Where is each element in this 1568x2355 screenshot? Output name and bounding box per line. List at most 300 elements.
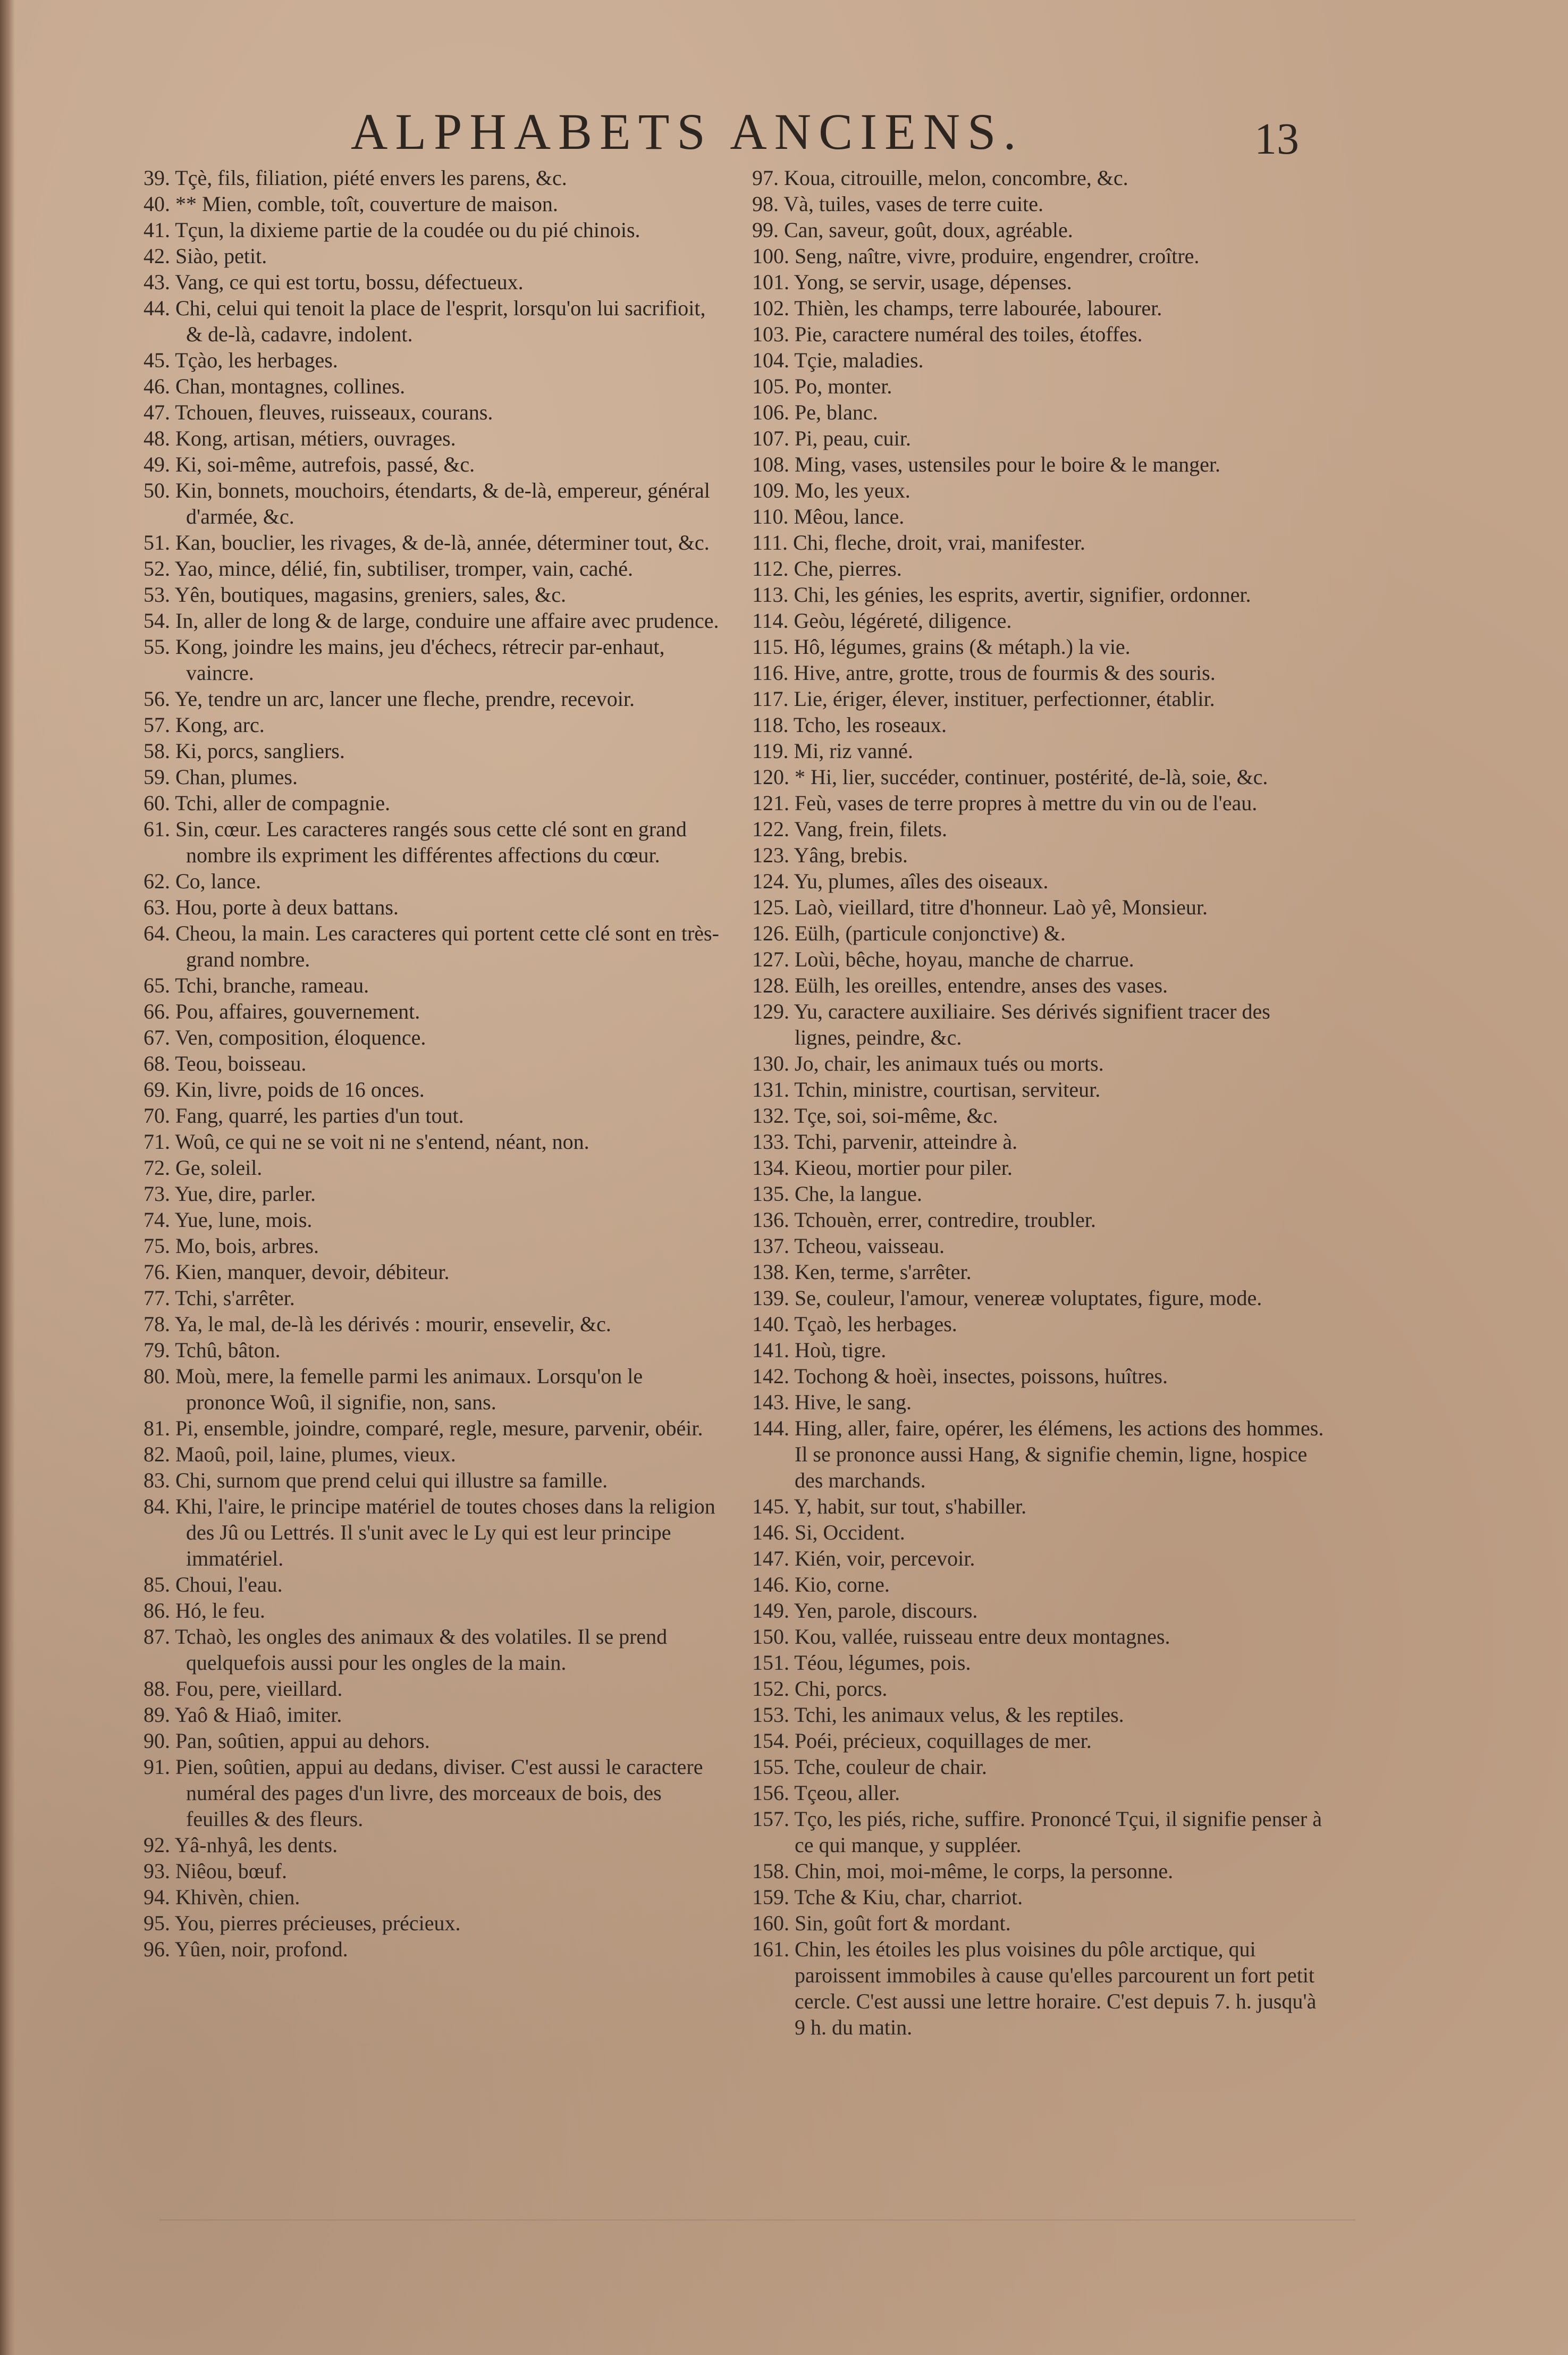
entry-item [144,998,720,1024]
entry-item [144,243,720,269]
entry-number: 112. [752,557,789,581]
entry-item [752,1571,1331,1597]
entry-item [752,1545,1331,1571]
entry-number: 88. [144,1677,170,1701]
entry-text: Lie, ériger, élever, instituer, perfectionner, établir. [794,687,1215,711]
entry-number: 118. [752,713,789,737]
entry-text: Feù, vases de terre propres à mettre du vin ou de l'eau. [795,791,1258,815]
entry-text: Chan, plumes. [175,765,298,789]
entry-item [752,1285,1331,1311]
entry-text: Tchouèn, errer, contredire, troubler. [794,1208,1096,1232]
entry-text: Siào, petit. [175,244,267,268]
entry-item [752,165,1331,191]
entry-number: 77. [144,1286,170,1310]
entry-number: 130. [752,1052,789,1075]
entry-text: Chin, les étoiles les plus voisines du pôle arctique, qui paroissent immobiles à cause qu'elles parcourent un fort petit cercle. C'est aussi une lettre horaire. C'est depuis 7. h. jusqu'à 9 h. du matin. [795,1937,1317,2039]
entry-text: Che, la langue. [795,1182,922,1206]
entry-text: Kieou, mortier pour piler. [795,1156,1013,1180]
entry-item [144,1754,720,1832]
entry-number: 39. [144,166,170,190]
entry-number: 135. [752,1182,789,1206]
entry-text: Tchin, ministre, courtisan, serviteur. [794,1078,1101,1101]
entry-item [752,1597,1331,1624]
entry-item [752,894,1331,920]
entry-number: 42. [144,244,170,268]
entry-text: Pi, peau, cuir. [795,426,911,450]
entry-number: 128. [752,973,789,997]
entry-item [752,1806,1331,1858]
entry-item [752,217,1331,243]
entry-item [144,1493,720,1571]
entry-text: Eülh, les oreilles, entendre, anses des vases. [795,973,1168,997]
entry-item [144,1624,720,1676]
entry-text: Ki, soi-même, autrefois, passé, &c. [175,452,475,476]
entry-number: 47. [144,400,170,424]
entry-number: 86. [144,1599,170,1622]
entry-item [752,1181,1331,1207]
entry-number: 57. [144,713,170,737]
entry-item [752,1493,1331,1519]
entry-text: In, aller de long & de large, conduire une affaire avec prudence. [175,609,719,633]
entry-number: 62. [144,869,170,893]
entry-item [752,295,1331,321]
entry-text: Po, monter. [795,374,892,398]
entry-number: 139. [752,1286,789,1310]
entry-text: Pou, affaires, gouvernement. [175,999,420,1023]
entry-item [752,425,1331,451]
entry-text: Mo, les yeux. [795,478,911,502]
entry-item [752,998,1331,1050]
entry-number: 140. [752,1312,789,1336]
entry-number: 81. [144,1416,170,1440]
entry-item [752,1337,1331,1363]
entry-text: Vang, ce qui est tortu, bossu, défectueux. [175,270,524,294]
entry-number: 141. [752,1338,789,1362]
entry-number: 161. [752,1937,789,1961]
entry-number: 60. [144,791,170,815]
entry-item [752,1363,1331,1389]
entry-item [752,582,1331,608]
entry-number: 48. [144,426,170,450]
entry-number: 100. [752,244,789,268]
entry-text: Laò, vieillard, titre d'honneur. Laò yê, Monsieur. [795,895,1208,919]
entry-item [144,1441,720,1467]
entry-item [752,1155,1331,1181]
entry-text: Tcheou, vaisseau. [794,1234,945,1258]
entry-number: 159. [752,1885,789,1909]
entry-text: Yûen, noir, profond. [174,1937,348,1961]
entry-number: 69. [144,1078,170,1101]
entry-text: Yâ-nhyâ, les dents. [174,1833,338,1857]
entry-text: Yu, caractere auxiliaire. Ses dérivés signifient tracer des lignes, peindre, &c. [794,999,1270,1049]
entry-text: Che, pierres. [794,557,902,581]
entry-item [144,217,720,243]
entry-item [752,842,1331,868]
entry-text: Ya, le mal, de-là les dérivés : mourir, ensevelir, &c. [174,1312,611,1336]
entry-number: 92. [144,1833,170,1857]
entry-text: Tçaò, les herbages. [794,1312,957,1336]
entry-text: Seng, naître, vivre, produire, engendrer, croître. [795,244,1200,268]
entry-item [752,1129,1331,1155]
left-column [144,165,720,1962]
entry-text: Tchi, s'arrêter. [175,1286,295,1310]
entry-number: 76. [144,1260,170,1284]
entry-number: 93. [144,1859,170,1883]
entry-text: Jo, chair, les animaux tués ou morts. [795,1052,1104,1075]
entry-item [752,477,1331,503]
entry-number: 119. [752,739,789,763]
entry-number: 61. [144,817,170,841]
entry-number: 142. [752,1364,789,1388]
entry-item [752,1259,1331,1285]
entry-item [752,972,1331,998]
entry-text: Eülh, (particule conjonctive) &. [795,921,1066,945]
entry-number: 134. [752,1156,789,1180]
entry-number: 136. [752,1208,789,1232]
entry-number: 110. [752,504,789,528]
entry-text: Yu, plumes, aîles des oiseaux. [794,869,1049,893]
entry-text: Chi, surnom que prend celui qui illustre sa famille. [175,1468,608,1492]
entry-number: 149. [752,1599,789,1622]
entry-number: 49. [144,452,170,476]
entry-text: Khi, l'aire, le principe matériel de toutes choses dans la religion des Jû ou Lettrés. Il s'unit avec le Ly qui est leur principe immatériel. [175,1494,715,1570]
entry-item [752,1076,1331,1103]
entry-item [144,1076,720,1103]
entry-item [144,269,720,295]
entry-number: 87. [144,1625,170,1648]
entry-item [144,1936,720,1962]
entry-item [144,191,720,217]
entry-item [752,1233,1331,1259]
entry-number: 70. [144,1104,170,1128]
entry-number: 50. [144,478,170,502]
entry-number: 114. [752,609,789,633]
entry-text: Kong, artisan, métiers, ouvrages. [175,426,456,450]
entry-number: 150. [752,1625,789,1648]
entry-number: 45. [144,348,170,372]
entry-item [144,1050,720,1076]
entry-item [752,1103,1331,1129]
entry-number: 111. [752,531,788,554]
entry-item [144,295,720,347]
right-column [752,165,1331,2040]
entry-number: 156. [752,1781,789,1805]
entry-text: Choui, l'eau. [175,1572,283,1596]
entry-text: Tçie, maladies. [794,348,924,372]
entry-number: 78. [144,1312,170,1336]
entry-item [144,1676,720,1702]
entry-item [752,1702,1331,1728]
entry-text: Hive, antre, grotte, trous de fourmis & des souris. [794,661,1216,685]
entry-number: 146. [752,1520,789,1544]
entry-item [144,1858,720,1884]
entry-text: Hó, le feu. [175,1599,265,1622]
entry-text: Téou, légumes, pois. [794,1651,971,1675]
entry-text: Tcho, les roseaux. [793,713,947,737]
entry-number: 138. [752,1260,789,1284]
entry-number: 75. [144,1234,170,1258]
entry-text: Chi, fleche, droit, vrai, manifester. [793,531,1085,554]
entry-number: 152. [752,1677,789,1701]
entry-item [752,868,1331,894]
entry-text: Ken, terme, s'arrêter. [795,1260,972,1284]
entry-item [752,1050,1331,1076]
entry-number: 65. [144,973,170,997]
entry-number: 68. [144,1052,170,1075]
entry-item [144,1233,720,1259]
entry-item [752,347,1331,373]
entry-number: 158. [752,1859,789,1883]
entry-item [752,529,1331,556]
entry-number: 85. [144,1572,170,1596]
entry-item [144,686,720,712]
entry-number: 99. [752,218,779,242]
entry-number: 95. [144,1911,170,1935]
entry-text: Tchouen, fleuves, ruisseaux, courans. [175,400,493,424]
entry-text: Ge, soleil. [175,1156,263,1180]
entry-number: 59. [144,765,170,789]
entry-item [144,1363,720,1415]
entry-number: 146. [752,1572,789,1596]
page-gutter-shadow [0,0,15,2355]
entry-text: You, pierres précieuses, précieux. [174,1911,461,1935]
entry-text: Mi, riz vanné. [794,739,913,763]
entry-number: 151. [752,1651,789,1675]
entry-text: Cheou, la main. Les caracteres qui portent cette clé sont en très-grand nombre. [175,921,719,971]
entry-item [144,972,720,998]
entry-item [144,399,720,425]
entry-item [752,399,1331,425]
entry-text: Yong, se servir, usage, dépenses. [794,270,1072,294]
entry-item [144,868,720,894]
entry-number: 54. [144,609,170,633]
entry-item [752,660,1331,686]
entry-item [752,321,1331,347]
entry-text: Yen, parole, discours. [794,1599,978,1622]
entry-number: 46. [144,374,170,398]
entry-text: Tche, couleur de chair. [794,1755,987,1779]
entry-number: 64. [144,921,170,945]
entry-number: 104. [752,348,789,372]
entry-item [144,920,720,972]
entry-item [144,1910,720,1936]
entry-number: 91. [144,1755,170,1779]
entry-text: Chi, les génies, les esprits, avertir, signifier, ordonner. [794,583,1251,607]
entry-number: 123. [752,843,789,867]
entry-number: 144. [752,1416,789,1440]
entry-text: Teou, boisseau. [175,1052,307,1075]
entry-text: Tçào, les herbages. [175,348,338,372]
entry-number: 56. [144,687,170,711]
entry-number: 147. [752,1546,789,1570]
entry-text: Hing, aller, faire, opérer, les élémens, les actions des hommes. Il se prononce aussi Hang, & signifie chemin, ligne, hospice des marchands. [795,1416,1324,1492]
entry-item [144,582,720,608]
entry-text: Hive, le sang. [795,1390,912,1414]
entry-text: Vang, frein, filets. [794,817,947,841]
entry-text: Kin, livre, poids de 16 onces. [175,1078,425,1101]
entry-item [752,1207,1331,1233]
entry-number: 154. [752,1729,789,1753]
entry-number: 55. [144,635,170,659]
footer-divider [159,2219,1355,2221]
entry-text: Fang, quarré, les parties d'un tout. [175,1104,464,1128]
entry-number: 121. [752,791,789,815]
entry-item [144,1571,720,1597]
entry-text: Sin, cœur. Les caracteres rangés sous cette clé sont en grand nombre ils expriment les différentes affections du cœur. [175,817,687,867]
entry-text: Yaô & Hiaô, imiter. [174,1703,342,1727]
entry-number: 143. [752,1390,789,1414]
entry-text: Yên, boutiques, magasins, greniers, sales, &c. [174,583,567,607]
entry-item [144,1311,720,1337]
entry-number: 71. [144,1130,170,1154]
entry-text: Hou, porte à deux battans. [175,895,399,919]
entry-number: 53. [144,583,170,607]
entry-item [144,1728,720,1754]
page-number: 13 [1254,114,1299,164]
entry-item [752,920,1331,946]
entry-item [752,686,1331,712]
entry-item [144,764,720,790]
entry-text: Pe, blanc. [795,400,878,424]
entry-item [144,347,720,373]
entry-item [144,451,720,477]
entry-text: Kou, vallée, ruisseau entre deux montagnes. [795,1625,1170,1648]
entry-text: Ki, porcs, sangliers. [175,739,345,763]
entry-text: Chin, moi, moi-même, le corps, la personne. [795,1859,1174,1883]
entry-item [752,1754,1331,1780]
entry-item [144,1129,720,1155]
entry-text: Kien, manquer, devoir, débiteur. [175,1260,450,1284]
entry-number: 98. [752,192,779,216]
entry-number: 105. [752,374,789,398]
entry-text: Ming, vases, ustensiles pour le boire & le manger. [795,452,1220,476]
entry-text: Pien, soûtien, appui au dedans, diviser. C'est aussi le caractere numéral des pages d'un livre, des morceaux de bois, des feuilles & des fleurs. [175,1755,703,1831]
entry-text: Và, tuiles, vases de terre cuite. [783,192,1043,216]
entry-number: 115. [752,635,789,659]
entry-item [144,1415,720,1441]
entry-item [752,1389,1331,1415]
entry-text: Woû, ce qui ne se voit ni ne s'entend, néant, non. [175,1130,589,1154]
entry-number: 66. [144,999,170,1023]
entry-item [144,165,720,191]
entry-text: Chi, porcs. [795,1677,888,1701]
entry-item [752,790,1331,816]
entry-item [144,1467,720,1493]
entry-item [144,425,720,451]
entry-text: Kio, corne. [795,1572,890,1596]
entry-text: Se, couleur, l'amour, venereæ voluptates, figure, mode. [795,1286,1262,1310]
entry-item [752,1311,1331,1337]
entry-text: Chan, montagnes, collines. [175,374,406,398]
entry-text: Tchi, les animaux velus, & les reptiles. [794,1703,1124,1727]
entry-number: 129. [752,999,789,1023]
entry-text: Pi, ensemble, joindre, comparé, regle, mesure, parvenir, obéir. [175,1416,703,1440]
entry-number: 63. [144,895,170,919]
entry-item [144,1832,720,1858]
entry-text: Tçè, fils, filiation, piété envers les parens, &c. [175,166,567,190]
entry-item [752,1624,1331,1650]
entry-item [144,712,720,738]
entry-item [752,1884,1331,1910]
entry-number: 94. [144,1885,170,1909]
entry-number: 73. [144,1182,170,1206]
entry-item [752,556,1331,582]
entry-number: 153. [752,1703,789,1727]
entry-text: Poéi, précieux, coquillages de mer. [795,1729,1092,1753]
entry-text: Co, lance. [175,869,262,893]
entry-number: 72. [144,1156,170,1180]
entry-text: Hoù, tigre. [795,1338,887,1362]
entry-number: 106. [752,400,789,424]
entry-number: 157. [752,1807,789,1831]
entry-number: 103. [752,322,789,346]
entry-text: Tçeou, aller. [794,1781,900,1805]
entry-item [752,1936,1331,2040]
entry-item [144,790,720,816]
entry-item [752,764,1331,790]
entry-item [752,1650,1331,1676]
entry-number: 125. [752,895,789,919]
entry-text: Koua, citrouille, melon, concombre, &c. [784,166,1128,190]
entry-number: 127. [752,947,789,971]
entry-item [144,1337,720,1363]
entry-number: 102. [752,296,789,320]
entry-number: 145. [752,1494,789,1518]
entry-item [752,1676,1331,1702]
entry-text: Mêou, lance. [794,504,905,528]
entry-text: Kan, bouclier, les rivages, & de-là, année, déterminer tout, &c. [175,531,710,554]
entry-item [752,503,1331,529]
entry-item [144,529,720,556]
entry-text: Tço, les piés, riche, suffire. Prononcé Tçui, il signifie penser à ce qui manque, y suppléer. [794,1807,1322,1857]
entry-number: 90. [144,1729,170,1753]
entry-item [144,608,720,634]
entry-number: 133. [752,1130,789,1154]
entry-item [144,1884,720,1910]
page-title: ALPHABETS ANCIENS. [351,103,1024,160]
entry-item [144,1702,720,1728]
entry-item [144,1155,720,1181]
entry-text: Tochong & hoèi, insectes, poissons, huîtres. [794,1364,1168,1388]
entry-number: 108. [752,452,789,476]
entry-text: Kin, bonnets, mouchoirs, étendarts, & de-là, empereur, général d'armée, &c. [175,478,710,528]
entry-text: Ye, tendre un arc, lancer une fleche, prendre, recevoir. [174,687,635,711]
entry-item [144,1103,720,1129]
entry-text: Tchi, branche, rameau. [175,973,369,997]
entry-number: 74. [144,1208,170,1232]
entry-item [752,712,1331,738]
entry-number: 80. [144,1364,170,1388]
entry-number: 51. [144,531,170,554]
entry-number: 83. [144,1468,170,1492]
entry-text: Maoû, poil, laine, plumes, vieux. [175,1442,456,1466]
entry-number: 117. [752,687,789,711]
entry-number: 79. [144,1338,170,1362]
entry-item [752,191,1331,217]
entry-number: 160. [752,1911,789,1935]
entry-text: Can, saveur, goût, doux, agréable. [784,218,1073,242]
entry-text: Ven, composition, éloquence. [175,1025,426,1049]
entry-text: Tchû, bâton. [175,1338,281,1362]
entry-text: Thièn, les champs, terre labourée, labourer. [794,296,1162,320]
entry-number: 52. [144,557,170,581]
entry-text: Geòu, légéreté, diligence. [794,609,1012,633]
entry-text: Tçun, la dixieme partie de la coudée ou du pié chinois. [175,218,640,242]
entry-number: 137. [752,1234,789,1258]
entry-item [752,1780,1331,1806]
entry-number: 43. [144,270,170,294]
entry-text: * Hi, lier, succéder, continuer, postérité, de-là, soie, &c. [795,765,1268,789]
